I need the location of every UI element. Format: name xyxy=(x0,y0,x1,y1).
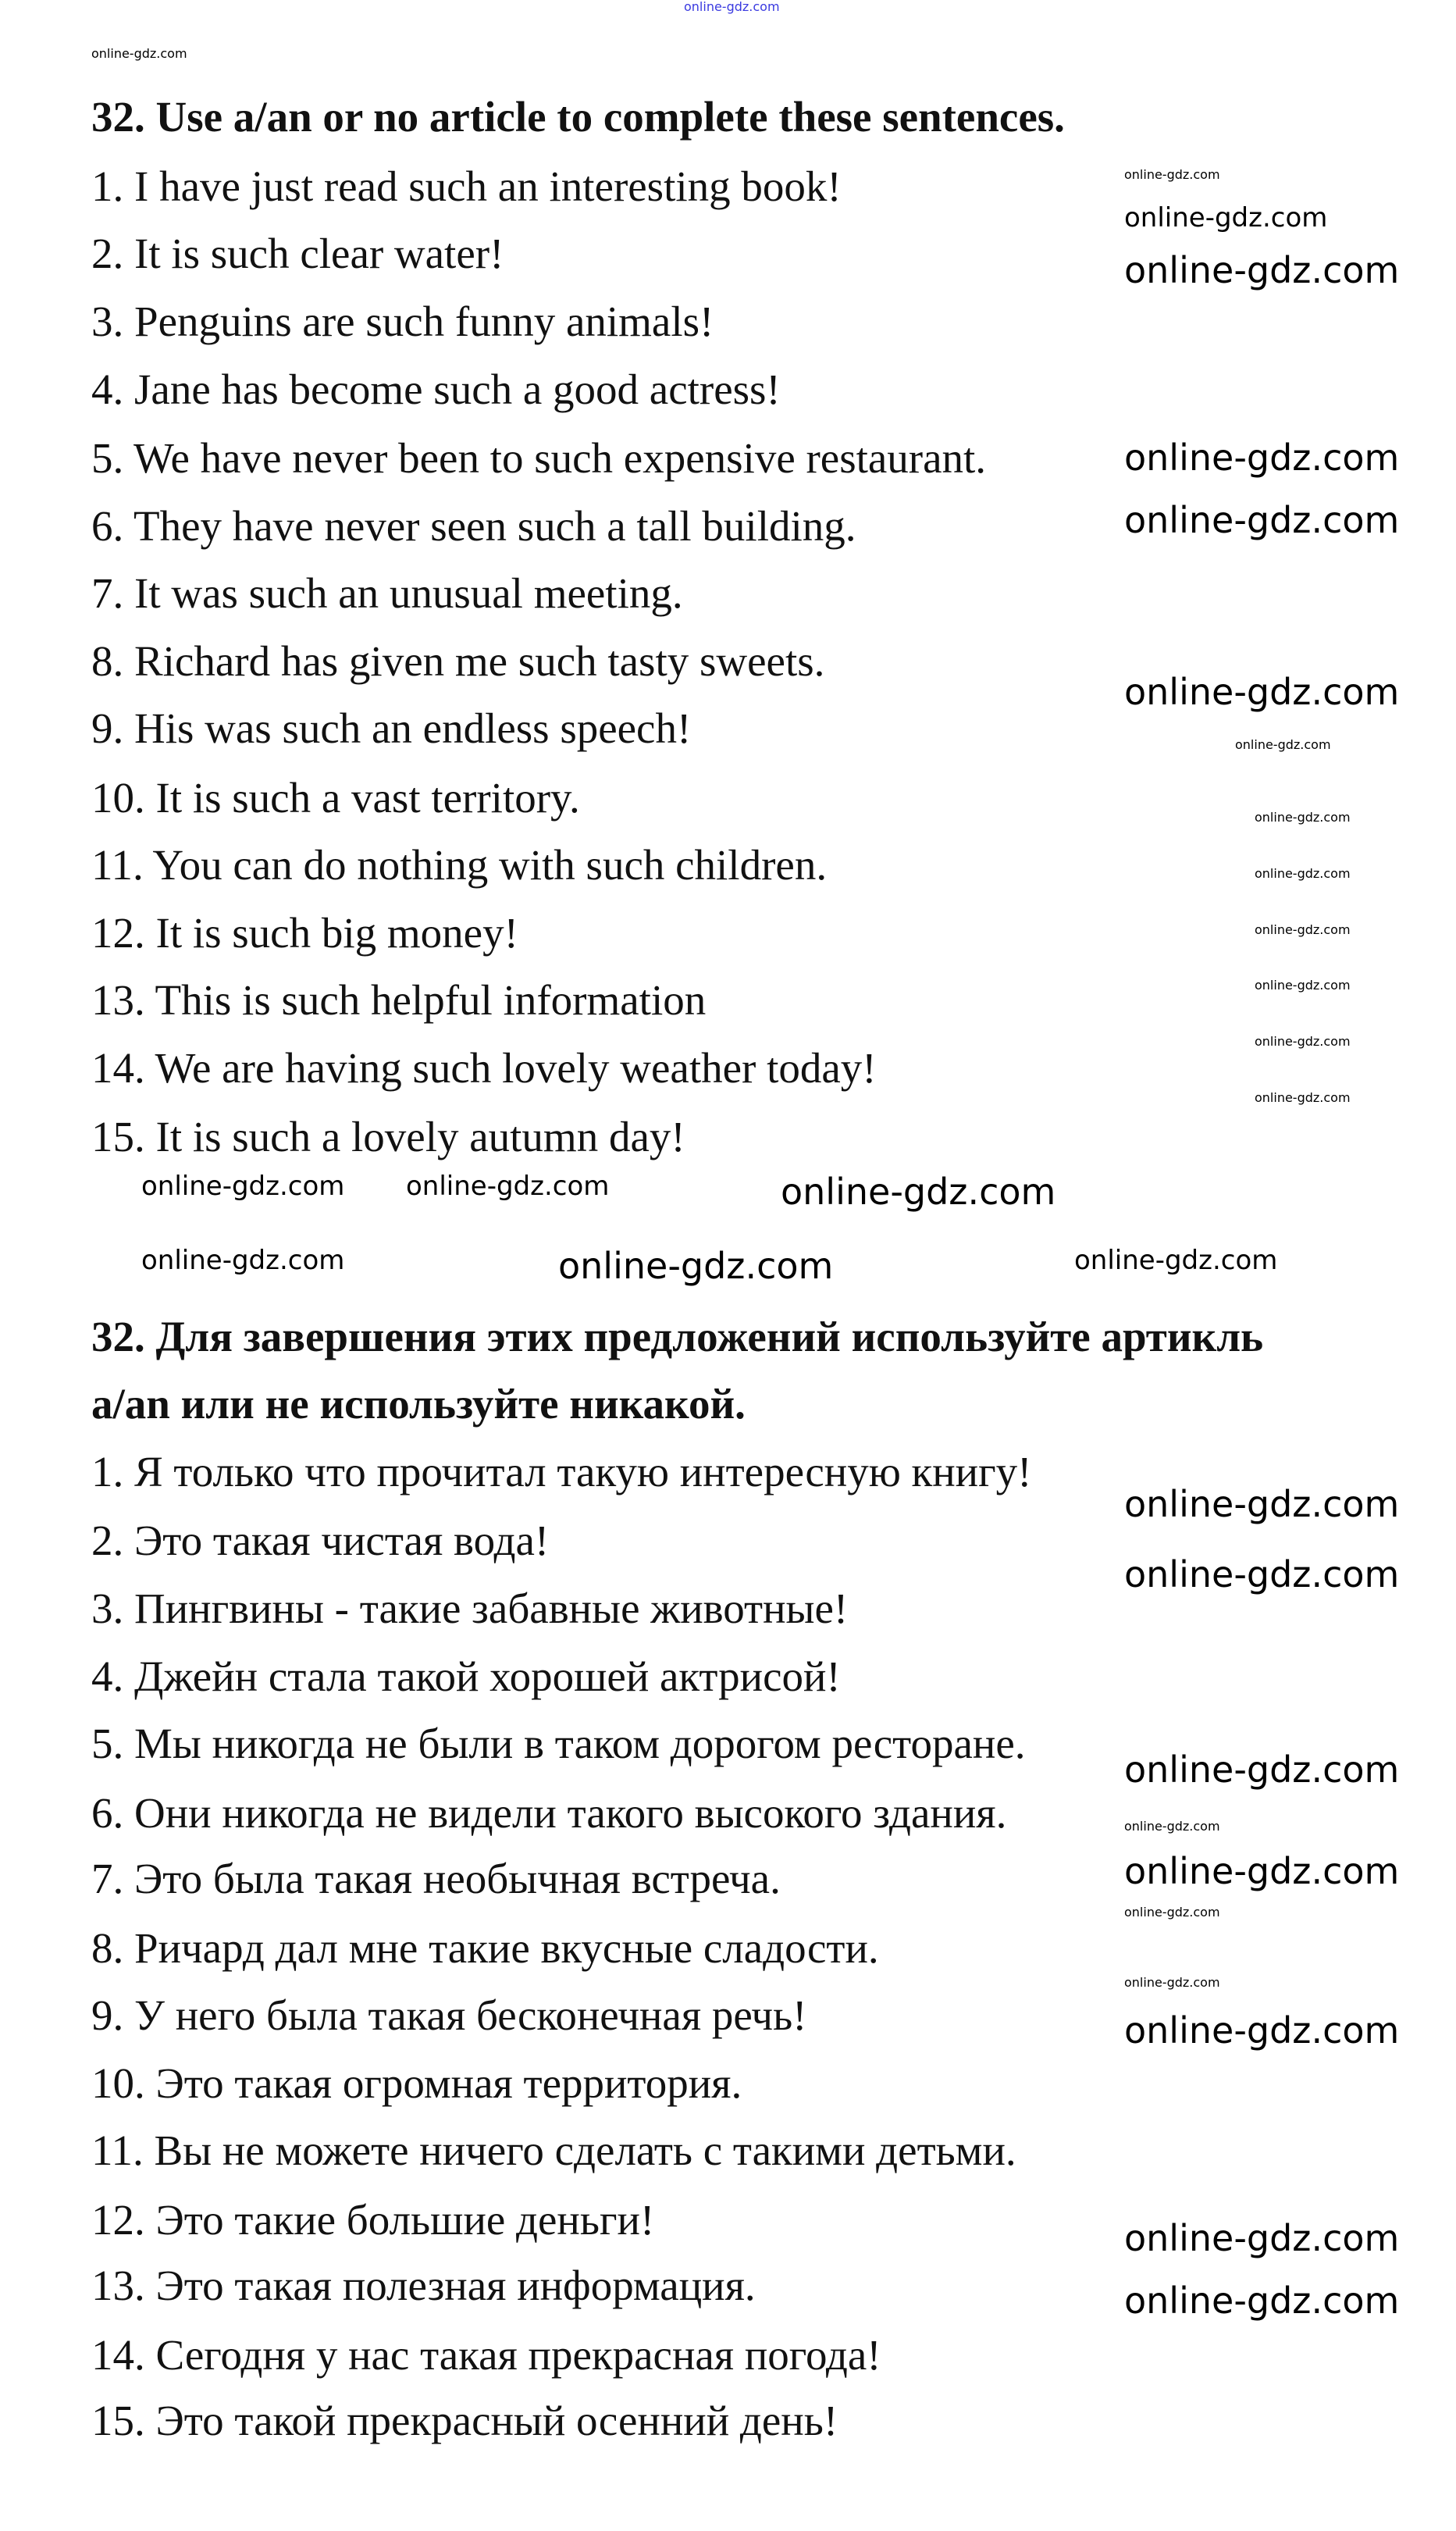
list-item: 5. Мы никогда не были в таком дорогом ресторане. xyxy=(91,1720,1026,1767)
watermark: online-gdz.com xyxy=(1255,978,1351,993)
watermark: online-gdz.com xyxy=(781,1171,1056,1213)
watermark: online-gdz.com xyxy=(1124,1850,1400,1892)
watermark: online-gdz.com xyxy=(1124,202,1328,233)
watermark: online-gdz.com xyxy=(1124,1749,1400,1791)
watermark: online-gdz.com xyxy=(1255,1090,1351,1105)
list-item: 6. They have never seen such a tall building. xyxy=(91,502,856,550)
watermark: online-gdz.com xyxy=(1124,1483,1400,1525)
list-item: 8. Ричард дал мне такие вкусные сладости. xyxy=(91,1924,879,1972)
watermark: online-gdz.com xyxy=(91,46,187,61)
watermark: online-gdz.com xyxy=(1124,2280,1400,2322)
watermark: online-gdz.com xyxy=(1124,671,1400,713)
watermark: online-gdz.com xyxy=(1124,1975,1220,1990)
list-item: 2. Это такая чистая вода! xyxy=(91,1517,550,1564)
list-item: 15. Это такой прекрасный осенний день! xyxy=(91,2397,838,2444)
list-item: 14. We are having such lovely weather today! xyxy=(91,1044,877,1092)
watermark: online-gdz.com xyxy=(1124,2217,1400,2259)
watermark: online-gdz.com xyxy=(1124,1553,1400,1595)
watermark: online-gdz.com xyxy=(1255,866,1351,881)
watermark: online-gdz.com xyxy=(1124,499,1400,541)
list-item: 3. Пингвины - такие забавные животные! xyxy=(91,1585,849,1632)
watermark: online-gdz.com xyxy=(1124,2009,1400,2052)
watermark: online-gdz.com xyxy=(684,0,780,14)
watermark: online-gdz.com xyxy=(141,1245,345,1276)
watermark: online-gdz.com xyxy=(1124,1905,1220,1920)
watermark: online-gdz.com xyxy=(1124,1819,1220,1834)
list-item: 14. Сегодня у нас такая прекрасная погода! xyxy=(91,2331,881,2379)
list-item: 4. Джейн стала такой хорошей актрисой! xyxy=(91,1652,841,1700)
list-item: 9. У него была такая бесконечная речь! xyxy=(91,1991,807,2039)
watermark: online-gdz.com xyxy=(1235,737,1331,752)
exercise-heading-russian-line2: a/an или не используйте никакой. xyxy=(91,1380,746,1428)
watermark: online-gdz.com xyxy=(1255,922,1351,937)
exercise-heading-english: 32. Use a/an or no article to complete these sentences. xyxy=(91,93,1065,141)
list-item: 10. Это такая огромная территория. xyxy=(91,2059,742,2107)
list-item: 11. Вы не можете ничего сделать с такими детьми. xyxy=(91,2126,1016,2174)
list-item: 13. This is such helpful information xyxy=(91,976,707,1024)
list-item: 10. It is such a vast territory. xyxy=(91,774,580,822)
list-item: 3. Penguins are such funny animals! xyxy=(91,298,714,345)
list-item: 7. Это была такая необычная встреча. xyxy=(91,1855,781,1902)
watermark: online-gdz.com xyxy=(141,1171,345,1202)
watermark: online-gdz.com xyxy=(1255,810,1351,825)
list-item: 1. Я только что прочитал такую интересную книгу! xyxy=(91,1448,1032,1495)
watermark: online-gdz.com xyxy=(1124,249,1400,291)
list-item: 4. Jane has become such a good actress! xyxy=(91,365,781,413)
watermark: online-gdz.com xyxy=(1124,437,1400,479)
list-item: 12. Это такие большие деньги! xyxy=(91,2196,655,2244)
list-item: 12. It is such big money! xyxy=(91,909,518,957)
list-item: 6. Они никогда не видели такого высокого здания. xyxy=(91,1789,1007,1837)
list-item: 5. We have never been to such expensive restaurant. xyxy=(91,434,987,482)
watermark: online-gdz.com xyxy=(406,1171,610,1202)
list-item: 8. Richard has given me such tasty sweets. xyxy=(91,637,825,685)
exercise-heading-russian-line1: 32. Для завершения этих предложений используйте артикль xyxy=(91,1313,1264,1360)
list-item: 13. Это такая полезная информация. xyxy=(91,2262,756,2309)
list-item: 11. You can do nothing with such children. xyxy=(91,841,828,889)
watermark: online-gdz.com xyxy=(558,1245,834,1287)
list-item: 15. It is such a lovely autumn day! xyxy=(91,1113,685,1160)
list-item: 1. I have just read such an interesting book! xyxy=(91,162,842,210)
watermark: online-gdz.com xyxy=(1255,1034,1351,1049)
list-item: 7. It was such an unusual meeting. xyxy=(91,569,683,617)
list-item: 9. His was such an endless speech! xyxy=(91,704,692,752)
list-item: 2. It is such clear water! xyxy=(91,230,504,277)
watermark: online-gdz.com xyxy=(1074,1245,1278,1276)
watermark: online-gdz.com xyxy=(1124,167,1220,182)
